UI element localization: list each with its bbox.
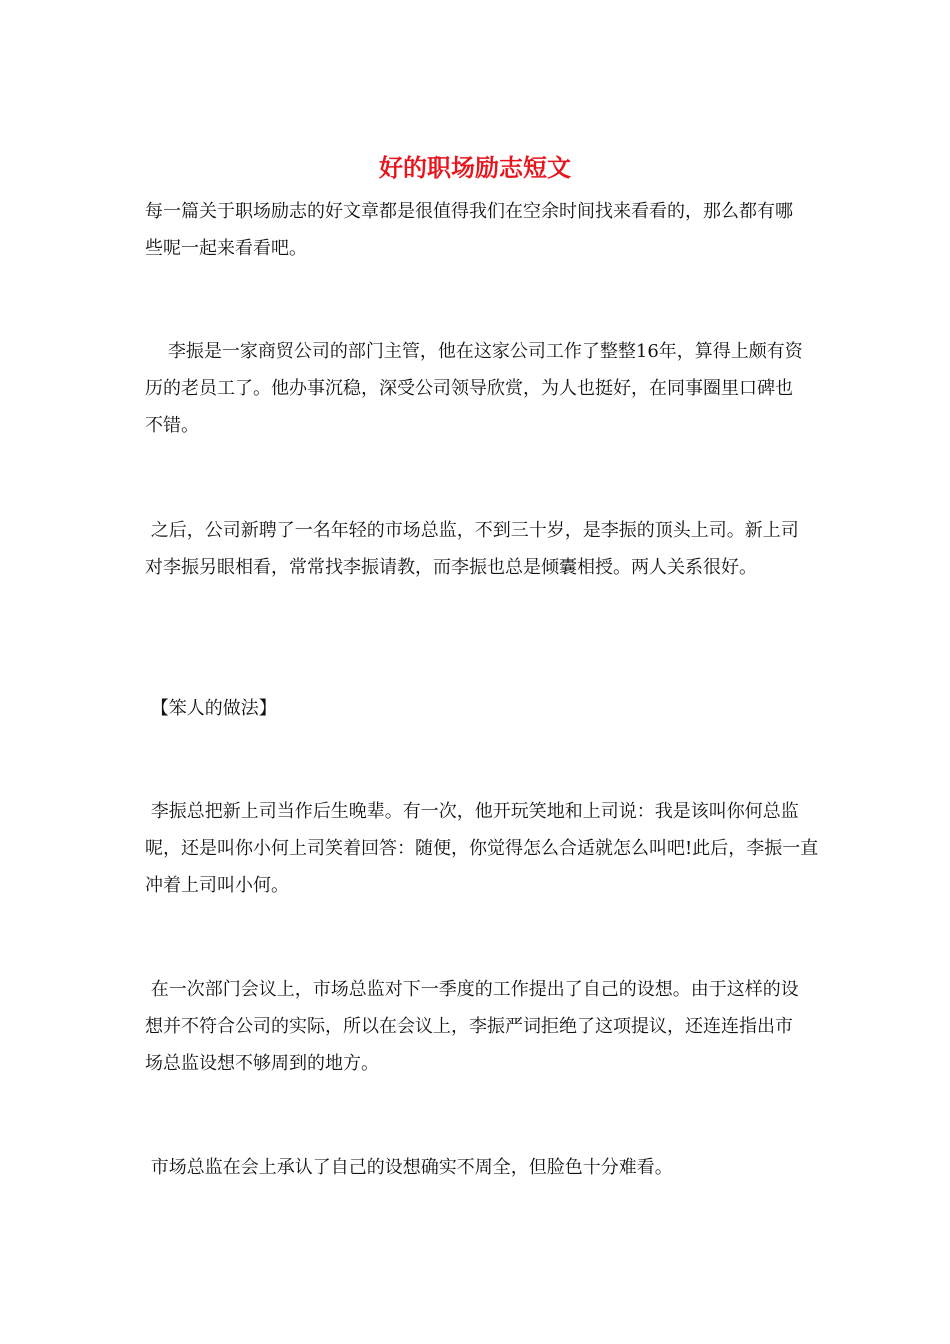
document-title: 好的职场励志短文 [379,153,571,182]
body-paragraph: 之后，公司新聘了一名年轻的市场总监，不到三十岁，是李振的顶头上司。新上司对李振另眼相看，常常找李振请教，而李振也总是倾囊相授。两人关系很好。 [145,520,799,578]
body-paragraph: 市场总监在会上承认了自己的设想确实不周全，但脸色十分难看。 [145,1157,673,1178]
body-paragraph: 李振是一家商贸公司的部门主管，他在这家公司工作了整整16年，算得上颇有资历的老员工了。他办事沉稳，深受公司领导欣赏，为人也挺好，在同事圈里口碑也不错。 [145,341,803,436]
intro-paragraph: 每一篇关于职场励志的好文章都是很值得我们在空余时间找来看看的，那么都有哪些呢一起来看看吧。 [145,201,793,259]
section-heading: 【笨人的做法】 [145,698,277,719]
body-paragraph: 李振总把新上司当作后生晚辈。有一次，他开玩笑地和上司说：我是该叫你何总监呢，还是叫你小何上司笑着回答：随便，你觉得怎么合适就怎么叫吧!此后，李振一直冲着上司叫小何。 [145,801,819,896]
body-paragraph: 在一次部门会议上，市场总监对下一季度的工作提出了自己的设想。由于这样的设想并不符合公司的实际，所以在会议上，李振严词拒绝了这项提议，还连连指出市场总监设想不够周到的地方。 [145,979,799,1074]
